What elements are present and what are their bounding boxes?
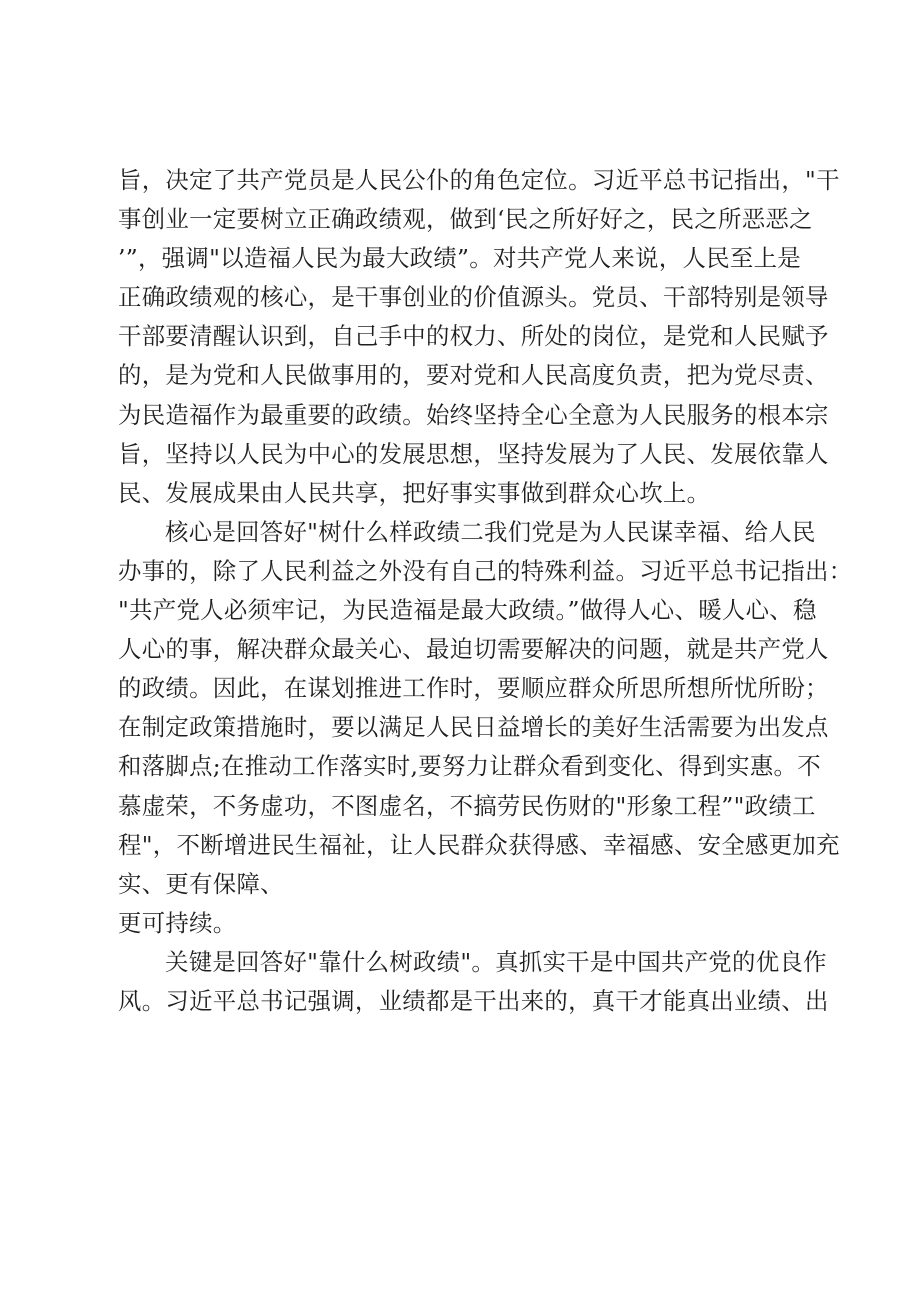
text-line: 民、发展成果由人民共享，把好事实事做到群众心坎上。 bbox=[118, 478, 711, 507]
text-line: 和落脚点;在推动工作落实时,要努力让群众看到变化、得到实惠。不 bbox=[118, 752, 821, 781]
text-line: 的政绩。因此，在谋划推进工作时，要顺应群众所思所想所忧所盼； bbox=[118, 674, 829, 703]
text-line: 干部要清醒认识到，自己手中的权力、所处的岗位，是党和人民赋予 bbox=[118, 322, 829, 351]
text-line: 办事的，除了人民利益之外没有自己的特殊利益。习近平总书记指出： bbox=[118, 556, 853, 585]
text-line: 人心的事，解决群众最关心、最迫切需要解决的问题，就是共产党人 bbox=[118, 635, 829, 664]
paragraph-first-line: 核心是回答好"树什么样政绩二我们党是为人民谋幸福、给人民 bbox=[165, 517, 816, 546]
text-line: "共产党人必须牢记，为民造福是最大政绩。”做得人心、暖人心、稳 bbox=[118, 596, 817, 625]
body-text bbox=[118, 161, 853, 1021]
text-line: 旨，决定了共产党员是人民公仆的角色定位。习近平总书记指出，"干 bbox=[118, 166, 840, 194]
text-line: 为民造福作为最重要的政绩。始终坚持全心全意为人民服务的根本宗 bbox=[118, 400, 829, 429]
text-line: 程"，不断增进民生福祉，让人民群众获得感、幸福感、安全感更加充 bbox=[118, 830, 840, 859]
text-line: 慕虚荣，不务虚功，不图虚名，不搞劳民伤财的"形象工程”"政绩工 bbox=[118, 791, 816, 820]
text-line: 事创业一定要树立正确政绩观，做到‘民之所好好之，民之所恶恶之 bbox=[118, 205, 813, 234]
paragraph-first-line: 关键是回答好"靠什么树政绩"。真抓实干是中国共产党的优良作 bbox=[165, 947, 827, 976]
text-line: 旨，坚持以人民为中心的发展思想，坚持发展为了人民、发展依靠人 bbox=[118, 439, 829, 468]
text-line: 风。习近平总书记强调，业绩都是干出来的，真干才能真出业绩、出 bbox=[118, 986, 829, 1015]
text-line: ’”，强调"以造福人民为最大政绩”。对共产党人来说，人民至上是 bbox=[118, 244, 801, 273]
text-line: 实、更有保障、 bbox=[118, 869, 284, 898]
text-line: 在制定政策措施时，要以满足人民日益增长的美好生活需要为出发点 bbox=[118, 713, 829, 742]
text-line: 正确政绩观的核心，是干事创业的价值源头。党员、干部特别是领导 bbox=[118, 283, 829, 312]
text-line: 的，是为党和人民做事用的，要对党和人民高度负责，把为党尽责、 bbox=[118, 361, 829, 390]
text-line: 更可持续。 bbox=[118, 908, 237, 937]
